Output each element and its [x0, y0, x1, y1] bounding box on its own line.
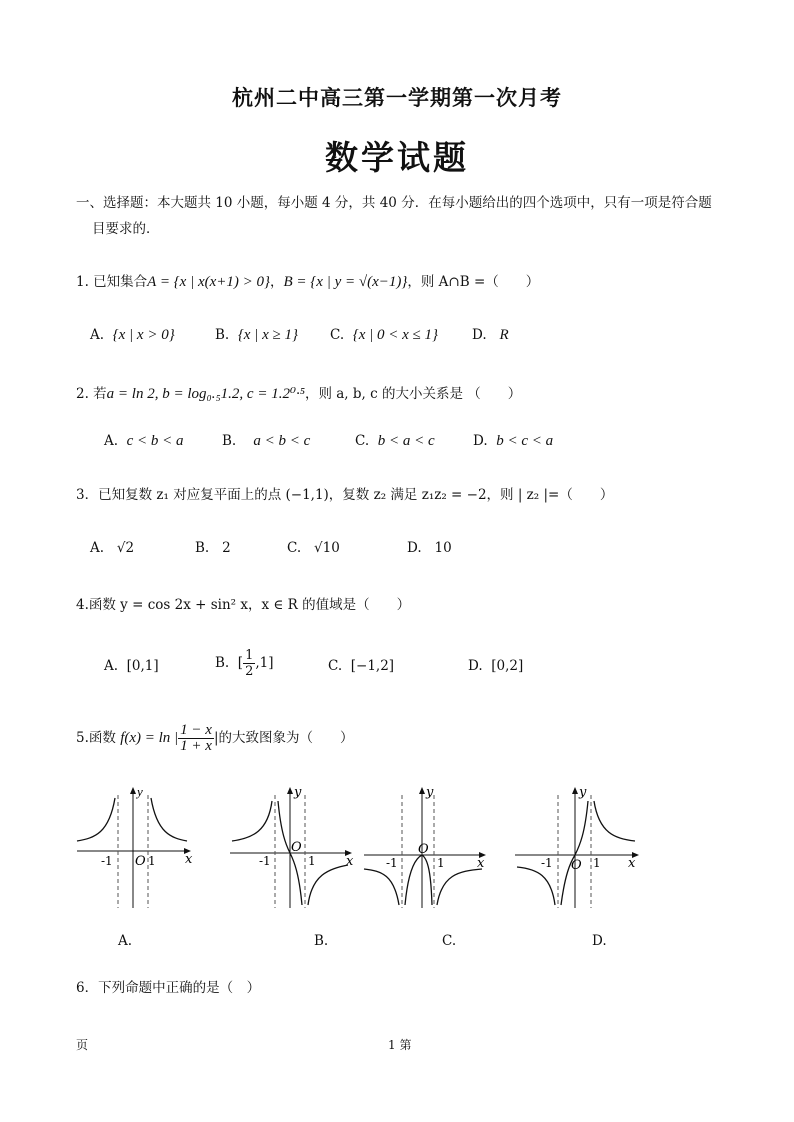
q5-option-b[interactable]: B.	[314, 933, 329, 949]
q3-option-d[interactable]: D. 10	[407, 540, 452, 556]
graph-d[interactable]	[513, 783, 643, 913]
q4-option-b[interactable]: B. [ $\frac{1}{2}$ ,1]	[215, 648, 274, 679]
question-2-expr: a = ln 2, b = log₀.₅1.2, c = 1.2⁰·⁵	[106, 386, 305, 402]
q4-option-c[interactable]: C. [−1,2]	[328, 658, 395, 674]
question-5-tail: |的大致图象为（ ）	[213, 730, 354, 746]
graph-b-one: 1	[308, 854, 316, 868]
footer-page-number: 1 第	[388, 1038, 412, 1052]
question-2-lead: 若	[93, 386, 107, 402]
question-3	[76, 483, 613, 503]
graph-d-origin: O	[571, 858, 582, 873]
q3-option-c[interactable]: C. √10	[287, 540, 340, 556]
graph-a-neg-one: -1	[101, 854, 113, 868]
graph-d-axes	[515, 791, 635, 908]
q1-option-b[interactable]: B. {x | x ≥ 1}	[215, 327, 298, 343]
section-line-1: 一、选择题：本大题共 10 小题，每小题 4 分，共 40 分．在每小题给出的四个选项中，只有一项是符合题	[76, 195, 712, 211]
graph-a-curves	[77, 798, 187, 841]
graph-a-origin: O	[135, 854, 146, 869]
graph-d-neg-one: -1	[541, 856, 553, 870]
question-4	[76, 593, 410, 613]
graph-c[interactable]	[362, 783, 490, 913]
graph-b-origin: O	[291, 840, 302, 855]
footer-left: 页	[76, 1038, 89, 1052]
graph-a-y-arrow	[130, 787, 136, 794]
graph-a-one: 1	[148, 854, 156, 868]
q5-option-d[interactable]: D.	[592, 933, 607, 949]
question-1-set-a: A = {x | x(x+1) > 0}	[147, 274, 271, 290]
q3-option-a[interactable]: A. √2	[90, 540, 135, 556]
graph-d-one: 1	[593, 856, 601, 870]
q1-option-c[interactable]: C. {x | 0 < x ≤ 1}	[330, 327, 439, 343]
q3-option-b[interactable]: B. 2	[195, 540, 231, 556]
question-3-text: 已知复数 z₁ 对应复平面上的点 (−1,1)，复数 z₂ 满足 z₁z₂ = −2，则 | z₂ |=（ ）	[98, 487, 614, 503]
question-5-func: f(x) = ln |	[120, 730, 179, 746]
graph-c-origin: O	[418, 842, 429, 857]
graph-c-neg-one: -1	[386, 856, 398, 870]
question-1-tail: ，则 A∩B =（ ）	[407, 274, 540, 290]
question-6-number: 6．	[76, 980, 99, 996]
question-2-number: 2.	[76, 386, 94, 402]
graph-a[interactable]	[75, 783, 200, 913]
graph-b-y-label: y	[294, 785, 302, 800]
exam-school-title: 杭州二中高三第一学期第一次月考	[232, 85, 562, 110]
question-5	[76, 723, 354, 754]
graph-b-x-label: x	[346, 854, 354, 869]
graph-c-x-label: x	[477, 856, 485, 871]
graph-d-y-label: y	[579, 785, 587, 800]
exam-subject-title: 数学试题	[325, 138, 469, 177]
graph-b-y-arrow	[287, 787, 293, 794]
graph-a-y-label: y	[137, 784, 143, 799]
graph-b-neg-one: -1	[259, 854, 271, 868]
question-3-number: 3．	[76, 487, 99, 503]
graph-c-y-arrow	[419, 787, 425, 794]
q5-option-a[interactable]: A.	[118, 933, 133, 949]
question-2-tail: ，则 a, b, c 的大小关系是 （ ）	[304, 386, 522, 402]
question-1-lead: 已知集合	[93, 274, 148, 290]
graph-c-one: 1	[437, 856, 445, 870]
q4-option-b-fraction: $\frac{1}{2}$	[245, 648, 254, 679]
question-4-text: 函数 y = cos 2x + sin² x，x ∈ R 的值域是（ ）	[88, 597, 411, 613]
q2-option-d[interactable]: D. b < c < a	[473, 433, 554, 449]
section-line-2: 目要求的．	[92, 221, 160, 237]
question-4-number: 4.	[76, 597, 89, 613]
question-1	[76, 270, 539, 291]
q2-option-c[interactable]: C. b < a < c	[355, 433, 435, 449]
graph-a-x-label: x	[185, 852, 193, 867]
question-6-text: 下列命题中正确的是（ ）	[98, 980, 261, 996]
graph-c-y-label: y	[426, 785, 434, 800]
q2-option-a[interactable]: A. c < b < a	[104, 433, 184, 449]
section-instructions	[76, 190, 726, 242]
graph-b[interactable]	[228, 783, 356, 913]
q5-option-c[interactable]: C.	[442, 933, 457, 949]
question-5-number: 5.	[76, 730, 89, 746]
question-1-number: 1.	[76, 274, 94, 290]
q2-option-b[interactable]: B. a < b < c	[222, 433, 311, 449]
q1-option-a[interactable]: A. {x | x > 0}	[90, 327, 175, 343]
question-6	[76, 976, 260, 996]
q1-option-d[interactable]: D. R	[472, 327, 509, 343]
q4-option-d[interactable]: D. [0,2]	[468, 658, 524, 674]
graph-c-curves	[364, 855, 482, 905]
question-5-fraction: $\frac{1 - x}{1 + x}$	[180, 722, 212, 754]
graph-a-axes	[77, 791, 187, 908]
question-5-lead: 函数	[88, 730, 116, 746]
question-1-set-b: B = {x | y = √(x−1)}	[283, 274, 408, 290]
question-2	[76, 382, 521, 403]
graph-d-x-label: x	[628, 856, 636, 871]
graph-d-curves	[517, 801, 635, 905]
q4-option-a[interactable]: A. [0,1]	[104, 658, 159, 674]
graph-d-y-arrow	[572, 787, 578, 794]
question-1-sep: ，	[270, 274, 284, 290]
